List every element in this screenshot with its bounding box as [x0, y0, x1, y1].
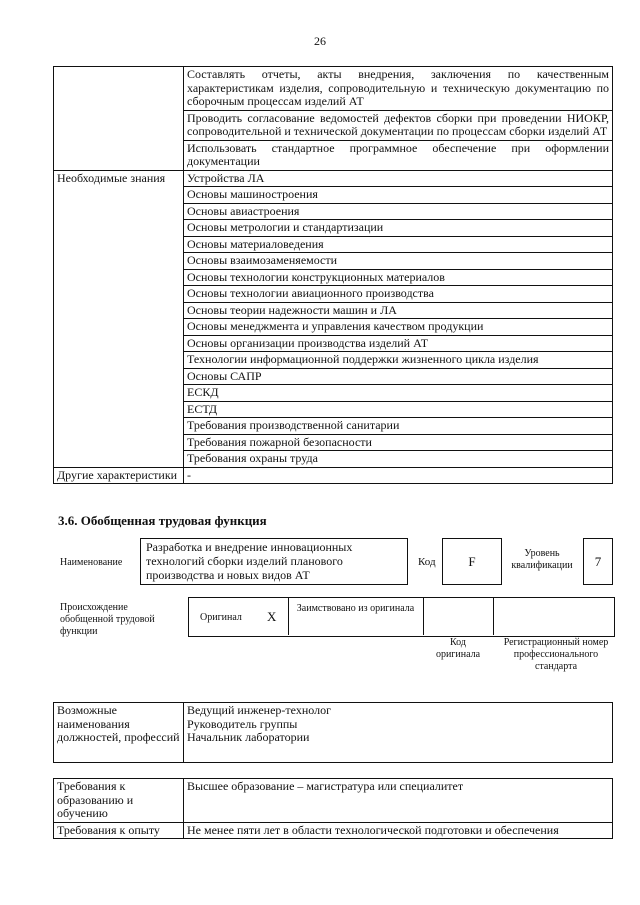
origin-label: Происхождение обобщенной трудовой функции [60, 602, 155, 637]
name-label: Наименование [60, 557, 123, 568]
function-name-box: Разработка и внедрение инновационных технологий сборки изделий планового производства и новых видов АТ [140, 538, 408, 585]
code-original-caption: Код оригинала [435, 637, 481, 660]
knowledge-item: Основы технологии конструкционных материалов [184, 269, 613, 286]
skill-row: Составлять отчеты, акты внедрения, заключения по качественным характеристикам изделия, сопроводительную и техническую документацию по сборочным процессам изделий АТ [184, 67, 613, 111]
position-item: Ведущий инженер-технолог [187, 703, 331, 717]
origin-divider [423, 597, 424, 635]
original-label: Оригинал [200, 612, 242, 623]
origin-divider [493, 597, 494, 635]
knowledge-item: Устройства ЛА [184, 170, 613, 187]
skill-row: Проводить согласование ведомостей дефектов сборки при проведении НИОКР, сопроводительной и технической документации по процессам сборки изделий АТ [184, 110, 613, 140]
skill-row: Использовать стандартное программное обеспечение при оформлении документации [184, 140, 613, 170]
section-title: 3.6. Обобщенная трудовая функция [58, 513, 267, 528]
knowledge-item: Требования охраны труда [184, 451, 613, 468]
knowledge-item: Технологии информационной поддержки жизненного цикла изделия [184, 352, 613, 369]
other-label: Другие характеристики [54, 467, 184, 484]
experience-label: Требования к опыту [54, 822, 184, 839]
knowledge-item: Основы теории надежности машин и ЛА [184, 302, 613, 319]
original-mark: X [267, 609, 277, 624]
knowledge-item: Требования пожарной безопасности [184, 434, 613, 451]
knowledge-item: Основы метрологии и стандартизации [184, 220, 613, 237]
origin-divider [288, 597, 289, 635]
skills-label-cell [54, 67, 184, 171]
knowledge-item: ЕСКД [184, 385, 613, 402]
page-number: 26 [314, 34, 326, 48]
knowledge-item: Основы авиастроения [184, 203, 613, 220]
skills-knowledge-table [53, 66, 613, 484]
position-item: Начальник лаборатории [187, 730, 310, 744]
education-value: Высшее образование – магистратура или специалитет [184, 779, 613, 823]
knowledge-item: ЕСТД [184, 401, 613, 418]
knowledge-label: Необходимые знания [54, 170, 184, 467]
level-value-box: 7 [583, 538, 613, 585]
knowledge-item: Требования производственной санитарии [184, 418, 613, 435]
positions-table [53, 702, 613, 763]
positions-list [184, 703, 613, 763]
code-value-box: F [442, 538, 502, 585]
knowledge-item: Основы организации производства изделий АТ [184, 335, 613, 352]
positions-label: Возможные наименования должностей, профессий [54, 703, 184, 763]
code-label: Код [418, 556, 436, 568]
requirements-table [53, 778, 613, 839]
knowledge-item: Основы менеджмента и управления качеством продукции [184, 319, 613, 336]
reg-number-caption: Регистрационный номер профессионального стандарта [503, 637, 609, 672]
experience-value: Не менее пяти лет в области технологической подготовки и обеспечения [184, 822, 613, 839]
knowledge-item: Основы взаимозаменяемости [184, 253, 613, 270]
level-label: Уровень квалификации [511, 548, 573, 571]
borrowed-label: Заимствовано из оригинала [296, 603, 415, 614]
knowledge-item: Основы материаловедения [184, 236, 613, 253]
other-value: - [184, 467, 613, 484]
position-item: Руководитель группы [187, 716, 298, 731]
education-label: Требования к образованию и обучению [54, 779, 184, 823]
knowledge-item: Основы технологии авиационного производства [184, 286, 613, 303]
knowledge-item: Основы машиностроения [184, 187, 613, 204]
knowledge-item: Основы САПР [184, 368, 613, 385]
